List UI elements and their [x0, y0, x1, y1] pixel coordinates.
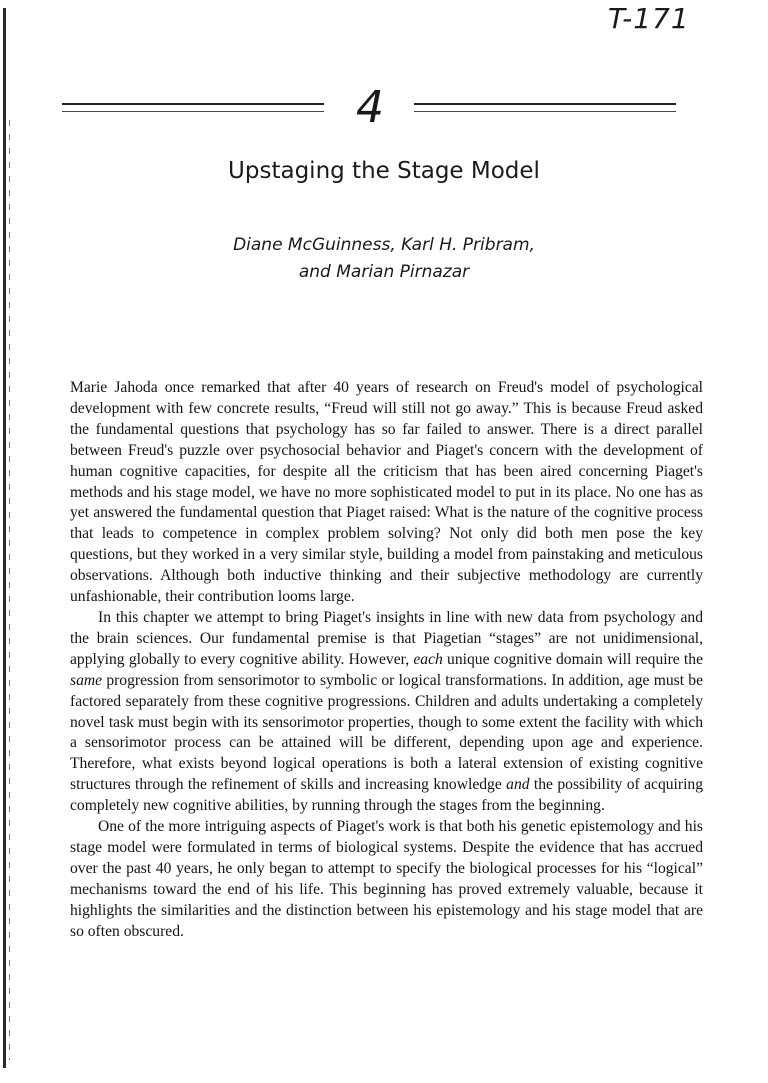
handwritten-note: T-171: [608, 2, 690, 35]
authors-line-1: Diane McGuinness, Karl H. Pribram,: [233, 235, 535, 255]
authors-line-2: and Marian Pirnazar: [298, 262, 470, 282]
body-paragraph: [70, 817, 703, 942]
chapter-header: [62, 82, 702, 133]
paragraph-text: Marie Jahoda once remarked that after 40 years of research on Freud's model of psychological development with few concrete results, “Freud will still not go away.” This is because Freud asked the fundamental questions that psychology has so far failed to answer. There is a direct parallel between Freud's puzzle over psychosocial behavior and Piaget's concern with the development of human cognitive capacities, for despite all the criticism that has been aired concerning Piaget's methods and his stage model, we have no more sophisticated model to put in its place. No one has as yet answered the fundamental question that Piaget raised: What is the nature of the cognitive process that leads to competence in complex problem solving? Not only did both men pose the key questions, but they worked in a very similar style, building a model from painstaking and meticulous observations. Although both inductive thinking and their subjective methodology are currently unfashionable, their contribution looms large.: [70, 379, 703, 606]
emphasis-text: same: [70, 671, 103, 689]
chapter-rule-left: [62, 103, 324, 112]
body-paragraph: [70, 378, 703, 608]
paragraph-text: the possibility of acquiring completely new cognitive abilities, by running through the stages from the beginning.: [70, 776, 703, 815]
author-list: [0, 232, 768, 286]
chapter-number: 4: [356, 82, 384, 133]
body-paragraph: [70, 608, 703, 817]
paragraph-text: unique cognitive domain will require the: [442, 650, 703, 668]
chapter-rule-right: [414, 103, 676, 112]
emphasis-text: each: [413, 650, 443, 668]
emphasis-text: and: [506, 776, 530, 794]
chapter-title: Upstaging the Stage Model: [228, 158, 540, 184]
body-text: [70, 378, 703, 942]
paragraph-text: progression from sensorimotor to symbolic or logical transformations. In addition, age must be factored separately from these cognitive progressions. Children and adults undertaking a completely novel task must begin with its sensorimotor properties, though to some extent the facility with which a sensorimotor process can be attained will be different, depending upon age and experience. Therefore, what exists beyond logical operations is both a lateral extension of existing cognitive structures through the refinement of skills and increasing knowledge: [70, 671, 703, 794]
paragraph-text: In this chapter we attempt to bring Piaget's insights in line with new data from psychology and the brain sciences. Our fundamental premise is that Piagetian “stages” are not unidimensional, applying globally to every cognitive ability. However,: [70, 608, 703, 668]
paragraph-text: One of the more intriguing aspects of Piaget's work is that both his genetic epistemology and his stage model were formulated in terms of biological systems. Despite the evidence that has accrued over the past 40 years, he only began to attempt to specify the biological processes for his “logical” mechanisms toward the end of his life. This beginning has proved extremely valuable, because it highlights the similarities and the distinction between his epistemology and his stage model that are so often obscured.: [70, 818, 703, 940]
